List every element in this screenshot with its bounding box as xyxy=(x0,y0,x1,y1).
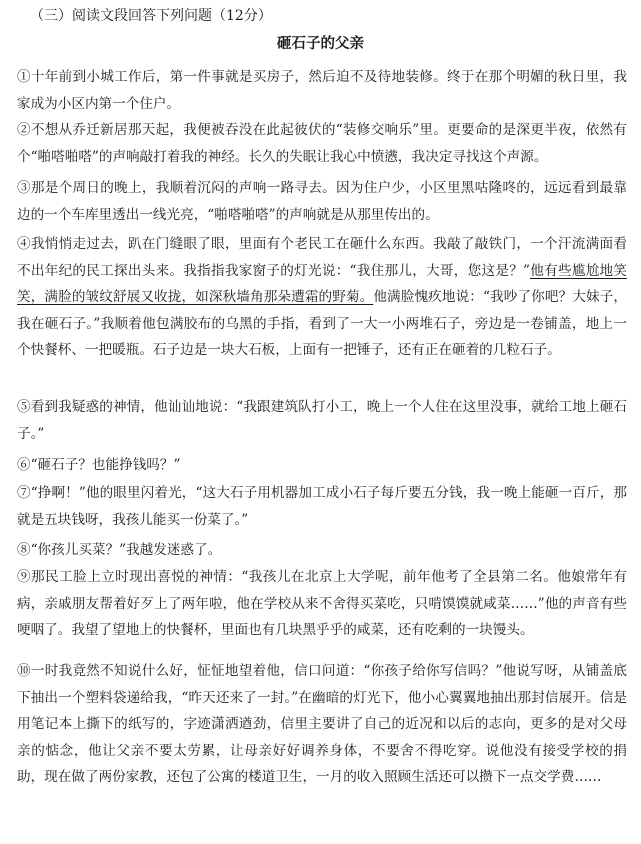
paragraph-1: ①十年前到小城工作后，第一件事就是买房子，然后迫不及待地装修。终于在那个明媚的秋日里，我家成为小区内第一个住户。 xyxy=(17,69,627,112)
paragraph-9: ⑨那民工脸上立时现出喜悦的神情：“我孩儿在北京上大学呢，前年他考了全县第二名。他娘常年有病，亲戚朋友帮着好歹上了两年啦，他在学校从来不舍得买菜吃，只啃馍馍就咸菜……”他的声音有些哽咽了。我望了望地上的快餐杯，里面也有几块黑乎乎的咸菜，还有吃剩的一块馒头。 xyxy=(17,569,627,638)
paragraph-3: ③那是个周日的晚上，我顺着沉闷的声响一路寻去。因为住户少，小区里黑咕隆咚的，远远看到最靠边的一个车库里透出一线光亮，“啪嗒啪嗒”的声响就是从那里传出的。 xyxy=(17,180,627,223)
paragraph-6: ⑥“砸石子？也能挣钱吗？” xyxy=(17,457,181,473)
paragraph-2: ②不想从乔迁新居那天起，我便被吞没在此起彼伏的“装修交响乐”里。更要命的是深更半夜，依然有个“啪嗒啪嗒”的声响敲打着我的神经。长久的失眠让我心中愤懑，我决定寻找这个声源。 xyxy=(17,122,627,165)
underlined-sentence: 他有些尴尬地笑笑，满脸的皱纹舒展又收拢，如深秋墙角那朵遭霜的野菊。 xyxy=(17,262,627,305)
paragraph-4-text-before: ④我悄悄走过去，趴在门缝眼了眼，里面有个老民工在砸什么东西。我敲了敲铁门，一个汗流满面看不出年纪的民工探出头来。我指指我家窗子的灯光说：“我住那儿，大哥，您这是？” xyxy=(17,236,627,279)
paragraph-8: ⑧“你孩儿买菜？”我越发迷惑了。 xyxy=(17,542,222,558)
paragraph-4 xyxy=(17,231,627,364)
passage-title: 砸石子的父亲 xyxy=(277,35,364,52)
section-header: （三）阅读文段回答下列问题（12分） xyxy=(30,8,272,24)
paragraph-10: ⑩一时我竟然不知说什么好，怔怔地望着他，信口问道：“你孩子给你写信吗？”他说写呀，从铺盖底下抽出一个塑料袋递给我，“昨天还来了一封。”在幽暗的灯光下，他小心翼翼地抽出那封信展开。信是用笔记本上撕下的纸写的，字迹潇洒遒劲，信里主要讲了自己的近况和以后的志向，更多的是对父母亲的惦念，他让父亲不要太劳累，让母亲好好调养身体，不要舍不得吃穿。说他没有接受学校的捐助，现在做了两份家教，还包了公寓的楼道卫生，一月的收入照顾生活还可以攒下一点交学费…… xyxy=(17,663,627,785)
paragraph-4-text-after: 他满脸愧疚地说：“我吵了你吧？大妹子，我在砸石子。”我顺着他包满胶布的乌黑的手指，看到了一大一小两堆石子，旁边是一卷铺盖，地上一个快餐杯、一把暖瓶。石子边是一块大石板，上面有一把锤子，还有正在砸着的几粒石子。 xyxy=(17,289,627,358)
paragraph-5: ⑤看到我疑惑的神情，他讪讪地说：“我跟建筑队打小工，晚上一个人住在这里没事，就给工地上砸石子。” xyxy=(17,399,627,442)
paragraph-7: ⑦“挣啊！”他的眼里闪着光，“这大石子用机器加工成小石子每斤要五分钱，我一晚上能砸一百斤，那就是五块钱呀，我孩儿能买一份菜了。” xyxy=(17,485,627,528)
